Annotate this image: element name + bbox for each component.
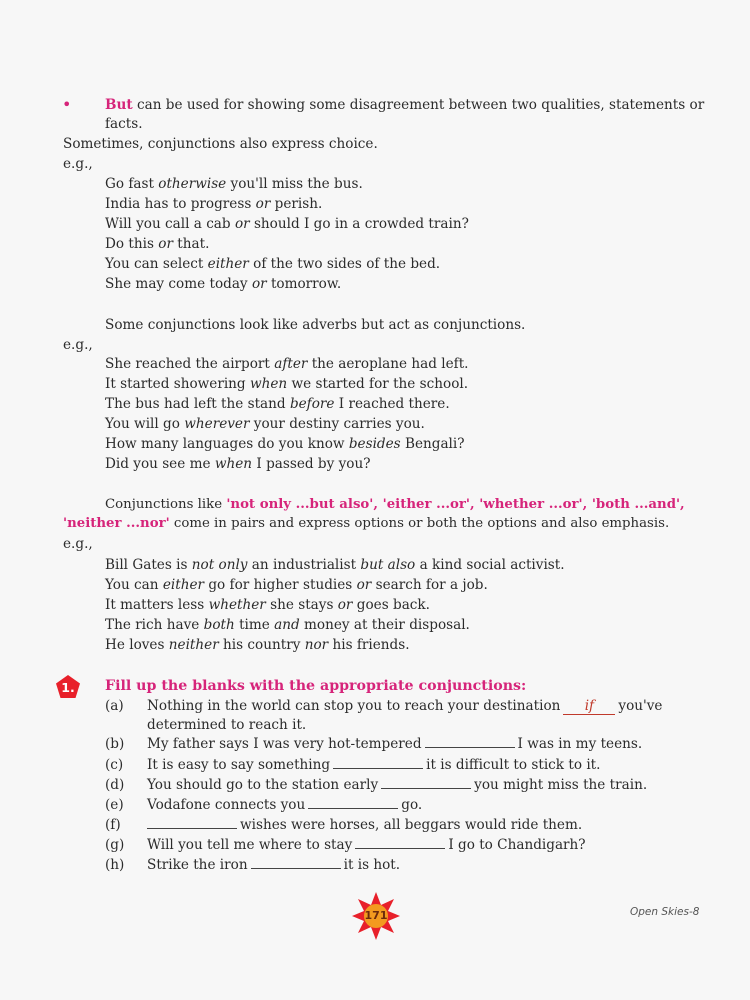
example-sentence: It started showering when we started for the school.: [105, 376, 469, 392]
answer-blank[interactable]: [333, 756, 423, 769]
choice-note: Sometimes, conjunctions also express choice.: [63, 136, 378, 152]
answer-blank[interactable]: if: [563, 698, 615, 715]
exercise-item: You should go to the station early you might miss the train.: [147, 777, 648, 793]
example-sentence: The bus had left the stand before I reached there.: [105, 396, 450, 412]
answer-blank[interactable]: [425, 735, 515, 748]
exercise-item: Vodafone connects you go.: [147, 797, 423, 813]
exercise-item: Will you tell me where to stay I go to Chandigarh?: [147, 837, 586, 853]
exercise-item-continued: determined to reach it.: [147, 717, 307, 733]
eg-label: e.g.,: [63, 536, 93, 552]
answer-blank[interactable]: [147, 816, 237, 829]
example-sentence: Did you see me when I passed by you?: [105, 456, 371, 472]
example-sentence: She reached the airport after the aeroplane had left.: [105, 356, 469, 372]
example-sentence: You can either go for higher studies or search for a job.: [105, 577, 488, 593]
item-label: (f): [105, 817, 121, 833]
pairs-intro-line-1: Conjunctions like 'not only ...but also', 'either ...or', 'whether ...or', 'both ...and',: [105, 497, 685, 512]
bullet-icon: •: [62, 95, 72, 114]
example-sentence: How many languages do you know besides Bengali?: [105, 436, 465, 452]
book-title-footer: Open Skies-8: [630, 906, 700, 918]
example-sentence: The rich have both time and money at their disposal.: [105, 617, 470, 633]
exercise-item: My father says I was very hot-tempered I was in my teens.: [147, 736, 643, 752]
exercise-item: Nothing in the world can stop you to reach your destination if you've: [147, 698, 663, 714]
item-label: (g): [105, 837, 125, 853]
item-label: (d): [105, 777, 125, 793]
exercise-number-badge: 1.: [55, 674, 81, 700]
example-sentence: You can select either of the two sides of the bed.: [105, 256, 441, 272]
example-sentence: Go fast otherwise you'll miss the bus.: [105, 176, 363, 192]
example-sentence: India has to progress or perish.: [105, 196, 323, 212]
example-sentence: It matters less whether she stays or goes back.: [105, 597, 430, 613]
answer-blank[interactable]: [308, 796, 398, 809]
item-label: (a): [105, 698, 124, 714]
but-rule-line-2: facts.: [105, 116, 143, 132]
eg-label: e.g.,: [63, 337, 93, 353]
exercise-item: wishes were horses, all beggars would ride them.: [147, 815, 582, 835]
exercise-item: It is easy to say something it is difficult to stick to it.: [147, 757, 601, 773]
answer-blank[interactable]: [381, 776, 471, 789]
example-sentence: You will go wherever your destiny carries you.: [105, 416, 425, 432]
exercise-item: Strike the iron it is hot.: [147, 857, 401, 873]
example-sentence: Do this or that.: [105, 236, 210, 252]
eg-label: e.g.,: [63, 156, 93, 172]
adverb-note: Some conjunctions look like adverbs but act as conjunctions.: [105, 317, 526, 333]
answer-blank[interactable]: [355, 836, 445, 849]
item-label: (e): [105, 797, 124, 813]
answer-blank[interactable]: [251, 856, 341, 869]
but-rule-line-1: But can be used for showing some disagreement between two qualities, statements or: [105, 97, 705, 113]
pairs-intro-line-2: 'neither ...nor' come in pairs and express options or both the options and also emphasis.: [63, 516, 670, 531]
exercise-title: Fill up the blanks with the appropriate conjunctions:: [105, 678, 527, 694]
example-sentence: Bill Gates is not only an industrialist but also a kind social activist.: [105, 557, 565, 573]
example-sentence: Will you call a cab or should I go in a crowded train?: [105, 216, 469, 232]
page-number-badge: 171: [351, 891, 401, 941]
example-sentence: She may come today or tomorrow.: [105, 276, 342, 292]
item-label: (b): [105, 736, 125, 752]
item-label: (c): [105, 757, 124, 773]
example-sentence: He loves neither his country nor his friends.: [105, 637, 410, 653]
item-label: (h): [105, 857, 125, 873]
